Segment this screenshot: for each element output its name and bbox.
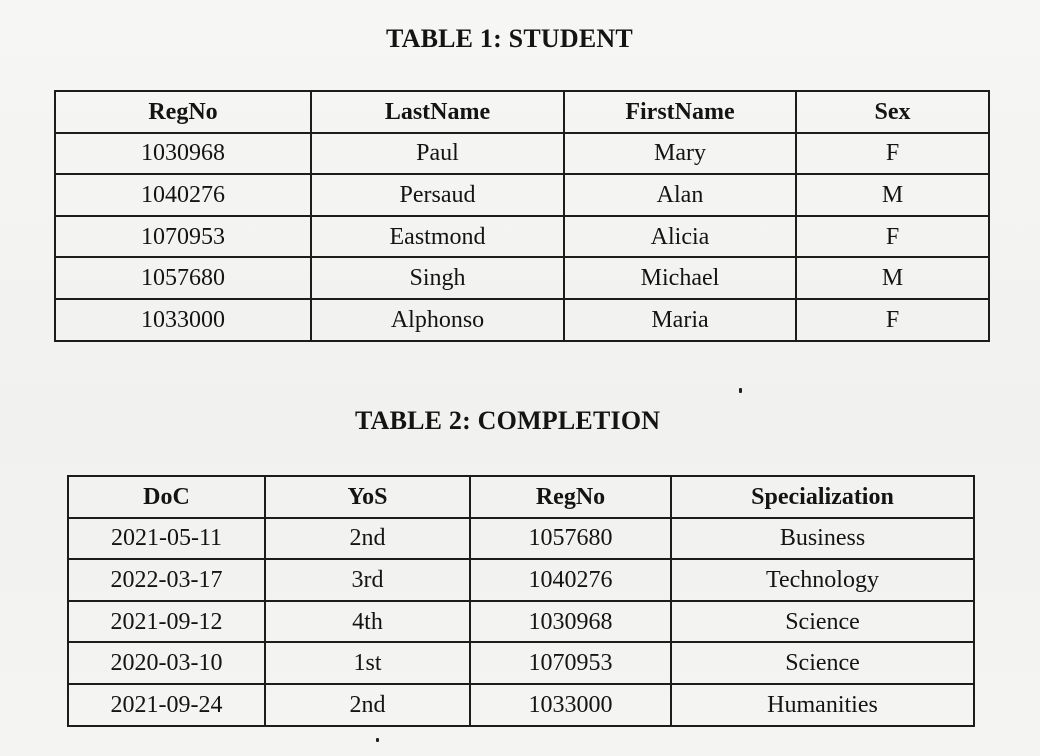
completion-table-title: TABLE 2: COMPLETION xyxy=(355,406,661,435)
cell-doc: 2021-09-12 xyxy=(68,601,265,643)
cell-doc: 2022-03-17 xyxy=(68,559,265,601)
column-header-regno: RegNo xyxy=(55,91,311,133)
cell-regno: 1057680 xyxy=(470,518,671,560)
cell-doc: 2021-05-11 xyxy=(68,518,265,560)
cell-firstname: Mary xyxy=(564,133,796,175)
table-row xyxy=(55,216,989,258)
cell-regno: 1040276 xyxy=(55,174,311,216)
cell-lastname: Alphonso xyxy=(311,299,564,341)
cell-regno: 1033000 xyxy=(55,299,311,341)
cell-sex: M xyxy=(796,257,989,299)
column-header-firstname: FirstName xyxy=(564,91,796,133)
table-row xyxy=(55,299,989,341)
completion-table xyxy=(67,475,975,727)
cell-sex: F xyxy=(796,216,989,258)
print-speck xyxy=(739,388,742,393)
cell-yos: 2nd xyxy=(265,684,470,726)
cell-specialization: Technology xyxy=(671,559,974,601)
cell-yos: 2nd xyxy=(265,518,470,560)
cell-lastname: Persaud xyxy=(311,174,564,216)
cell-yos: 3rd xyxy=(265,559,470,601)
cell-regno: 1033000 xyxy=(470,684,671,726)
cell-firstname: Michael xyxy=(564,257,796,299)
column-header-specialization: Specialization xyxy=(671,476,974,518)
cell-regno: 1030968 xyxy=(470,601,671,643)
table-row xyxy=(68,642,974,684)
cell-firstname: Maria xyxy=(564,299,796,341)
cell-lastname: Paul xyxy=(311,133,564,175)
cell-firstname: Alicia xyxy=(564,216,796,258)
cell-lastname: Eastmond xyxy=(311,216,564,258)
cell-sex: F xyxy=(796,133,989,175)
cell-specialization: Humanities xyxy=(671,684,974,726)
cell-regno: 1030968 xyxy=(55,133,311,175)
cell-sex: F xyxy=(796,299,989,341)
column-header-lastname: LastName xyxy=(311,91,564,133)
cell-lastname: Singh xyxy=(311,257,564,299)
column-header-doc: DoC xyxy=(68,476,265,518)
column-header-regno: RegNo xyxy=(470,476,671,518)
column-header-sex: Sex xyxy=(796,91,989,133)
cell-firstname: Alan xyxy=(564,174,796,216)
print-speck xyxy=(376,738,379,742)
table-row xyxy=(68,518,974,560)
student-table-title: TABLE 1: STUDENT xyxy=(386,24,633,53)
cell-yos: 4th xyxy=(265,601,470,643)
cell-specialization: Science xyxy=(671,601,974,643)
table-row xyxy=(55,257,989,299)
cell-regno: 1070953 xyxy=(55,216,311,258)
cell-doc: 2020-03-10 xyxy=(68,642,265,684)
table-row xyxy=(68,684,974,726)
table-row xyxy=(68,601,974,643)
cell-sex: M xyxy=(796,174,989,216)
table-row xyxy=(55,174,989,216)
cell-yos: 1st xyxy=(265,642,470,684)
table-row xyxy=(55,133,989,175)
table-row xyxy=(68,559,974,601)
cell-regno: 1070953 xyxy=(470,642,671,684)
cell-regno: 1057680 xyxy=(55,257,311,299)
cell-specialization: Business xyxy=(671,518,974,560)
column-header-yos: YoS xyxy=(265,476,470,518)
cell-regno: 1040276 xyxy=(470,559,671,601)
table-header-row xyxy=(55,91,989,133)
cell-specialization: Science xyxy=(671,642,974,684)
cell-doc: 2021-09-24 xyxy=(68,684,265,726)
table-header-row xyxy=(68,476,974,518)
student-table xyxy=(54,90,990,342)
